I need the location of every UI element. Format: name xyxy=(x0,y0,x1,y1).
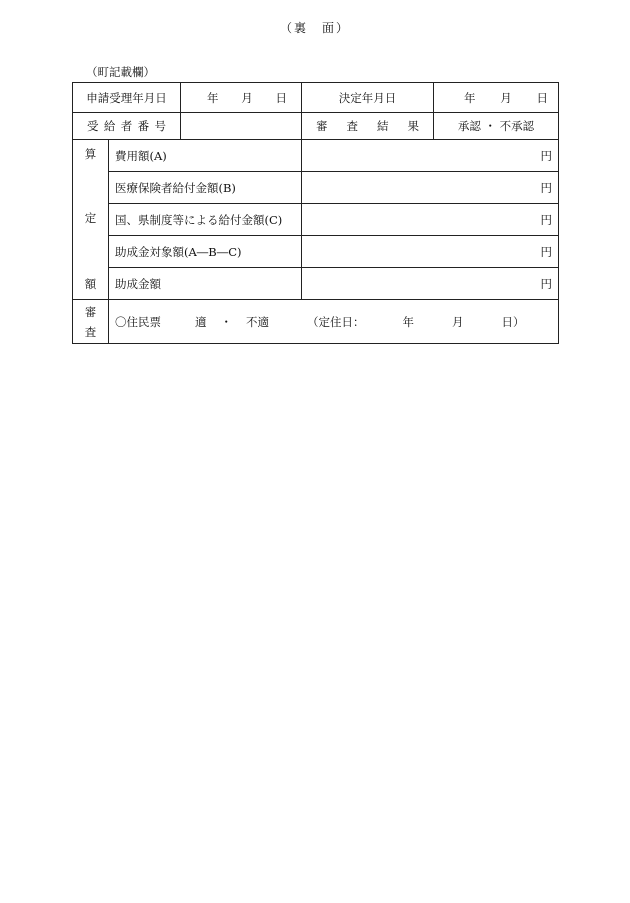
recipient-number-label: 受給者番号 xyxy=(73,113,181,140)
page-title: （裏 面） xyxy=(279,21,350,35)
month-unit: 月 xyxy=(500,90,512,105)
calc-item-label: 費用額(A) xyxy=(109,140,302,172)
decision-date-label: 決定年月日 xyxy=(302,83,434,113)
ok-option[interactable]: 適 xyxy=(195,314,207,329)
review-side-char: 査 xyxy=(84,324,97,339)
year-unit: 年 xyxy=(207,90,219,105)
resident-card-label: 〇住民票 xyxy=(115,314,161,329)
option-separator: ・ xyxy=(220,314,232,329)
calc-side-char: 額 xyxy=(84,277,97,291)
settle-date-label: （定住日： xyxy=(307,314,365,329)
review-side-char: 審 xyxy=(84,304,97,319)
calc-item-label: 助成金額 xyxy=(109,268,302,300)
recipient-number-field[interactable] xyxy=(181,113,302,140)
yen-unit: 円 xyxy=(540,148,552,163)
calc-row xyxy=(73,140,559,172)
yen-unit: 円 xyxy=(540,276,552,291)
calc-amount-field[interactable] xyxy=(302,140,559,172)
recipient-row xyxy=(73,113,559,140)
day-unit: 日） xyxy=(501,314,525,329)
calc-row xyxy=(73,268,559,300)
calc-amount-field[interactable] xyxy=(302,204,559,236)
calc-item-label: 国、県制度等による給付金額(C) xyxy=(109,204,302,236)
application-date-label: 申請受理年月日 xyxy=(73,83,181,113)
decision-date-field[interactable] xyxy=(434,83,559,113)
calc-row xyxy=(73,236,559,268)
calc-item-label: 医療保険者給付金額(B) xyxy=(109,172,302,204)
yen-unit: 円 xyxy=(540,244,552,259)
review-row xyxy=(73,300,559,344)
calc-row xyxy=(73,172,559,204)
calc-side-char: 定 xyxy=(84,211,97,225)
year-unit: 年 xyxy=(464,90,476,105)
yen-unit: 円 xyxy=(540,212,552,227)
review-side-label xyxy=(73,300,109,344)
calc-item-label: 助成金対象額(A―B―C) xyxy=(109,236,302,268)
dates-row xyxy=(73,83,559,113)
town-record-table xyxy=(72,82,559,344)
approval-options[interactable]: 承認 ・ 不承認 xyxy=(434,113,559,140)
calc-amount-field[interactable] xyxy=(302,236,559,268)
calc-side-label xyxy=(73,140,109,300)
review-content xyxy=(109,300,559,344)
calc-side-char: 算 xyxy=(84,147,97,161)
year-unit: 年 xyxy=(402,314,414,329)
section-label: （町記載欄） xyxy=(86,65,155,79)
review-result-label: 審査結果 xyxy=(302,113,434,140)
calc-amount-field[interactable] xyxy=(302,172,559,204)
calc-amount-field[interactable] xyxy=(302,268,559,300)
ng-option[interactable]: 不適 xyxy=(246,314,269,329)
day-unit: 日 xyxy=(536,90,548,105)
application-date-field[interactable] xyxy=(181,83,302,113)
month-unit: 月 xyxy=(452,314,464,329)
month-unit: 月 xyxy=(241,90,253,105)
day-unit: 日 xyxy=(275,90,287,105)
yen-unit: 円 xyxy=(540,180,552,195)
calc-row xyxy=(73,204,559,236)
